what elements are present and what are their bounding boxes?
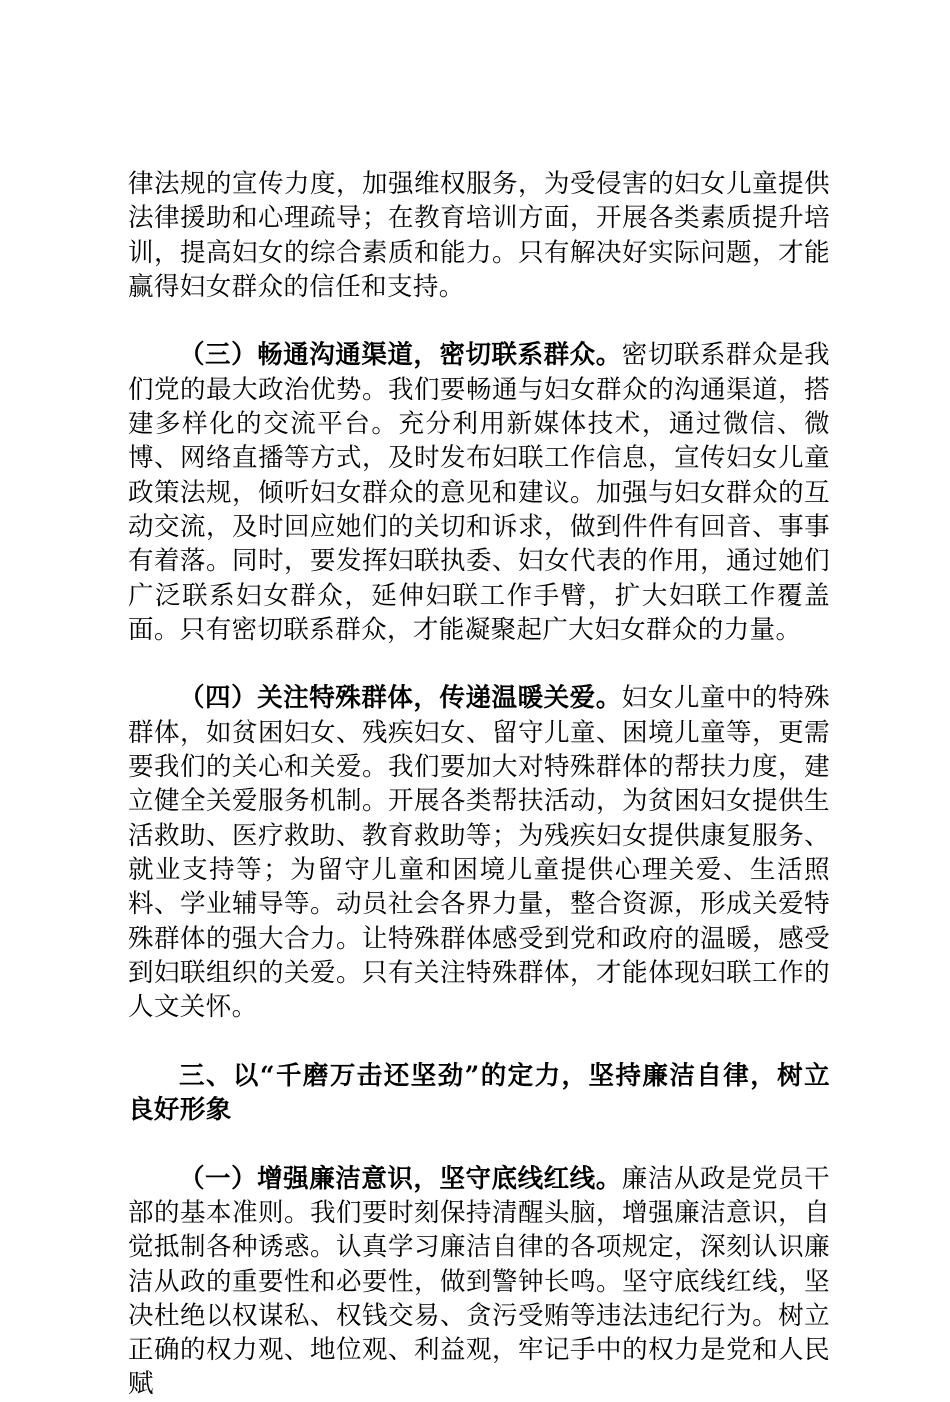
paragraph-special-groups bbox=[128, 681, 830, 1024]
paragraph-integrity-awareness bbox=[128, 1162, 830, 1402]
paragraph-text: 律法规的宣传力度，加强维权服务，为受侵害的妇女儿童提供法律援助和心理疏导；在教育培训方面，开展各类素质提升培训，提高妇女的综合素质和能力。只有解决好实际问题，才能赢得妇女群众的信任和支持。 bbox=[128, 169, 830, 302]
paragraph-communication-channels bbox=[128, 338, 830, 647]
paragraph-text: 密切联系群众是我们党的最大政治优势。我们要畅通与妇女群众的沟通渠道，搭建多样化的交流平台。充分利用新媒体技术，通过微信、微博、网络直播等方式，及时发布妇联工作信息，宣传妇女儿童政策法规，倾听妇女群众的意见和建议。加强与妇女群众的互动交流，及时回应她们的关切和诉求，做到件件有回音、事事有着落。同时，要发挥妇联执委、妇女代表的作用，通过她们广泛联系妇女群众，延伸妇联工作手臂，扩大妇联工作覆盖面。只有密切联系群众，才能凝聚起广大妇女群众的力量。 bbox=[128, 340, 830, 645]
paragraph-text: 妇女儿童中的特殊群体，如贫困妇女、残疾妇女、留守儿童、困境儿童等，更需要我们的关心和关爱。我们要加大对特殊群体的帮扶力度，建立健全关爱服务机制。开展各类帮扶活动，为贫困妇女提供生活救助、医疗救助、教育救助等；为残疾妇女提供康复服务、就业支持等；为留守儿童和困境儿童提供心理关爱、生活照料、学业辅导等。动员社会各界力量，整合资源，形成关爱特殊群体的强大合力。让特殊群体感受到党和政府的温暖，感受到妇联组织的关爱。只有关注特殊群体，才能体现妇联工作的人文关怀。 bbox=[128, 683, 830, 1023]
paragraph-text: 廉洁从政是党员干部的基本准则。我们要时刻保持清醒头脑，增强廉洁意识，自觉抵制各种诱惑。认真学习廉洁自律的各项规定，深刻认识廉洁从政的重要性和必要性，做到警钟长鸣。坚守底线红线，坚决杜绝以权谋私、权钱交易、贪污受贿等违法违纪行为。树立正确的权力观、地位观、利益观，牢记手中的权力是党和人民赋 bbox=[128, 1163, 830, 1400]
section-heading bbox=[128, 1059, 830, 1128]
section-heading-text: 三、以“千磨万击还坚劲”的定力，坚持廉洁自律，树立良好形象 bbox=[128, 1060, 830, 1126]
paragraph-lead-heading: （一）增强廉洁意识，坚守底线红线。 bbox=[179, 1163, 622, 1194]
paragraph-continuation bbox=[128, 167, 830, 304]
paragraph-lead-heading: （四）关注特殊群体，传递温暖关爱。 bbox=[179, 683, 622, 714]
paragraph-lead-heading: （三）畅通沟通渠道，密切联系群众。 bbox=[179, 340, 622, 371]
document-page bbox=[128, 167, 830, 1402]
